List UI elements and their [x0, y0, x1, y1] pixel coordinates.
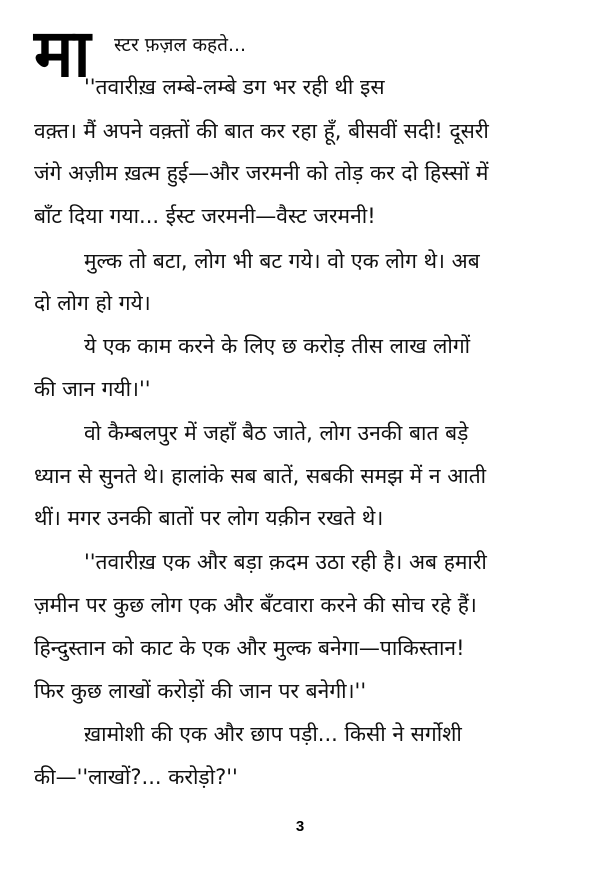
- text-line: हिन्दुस्तान को काट के एक और मुल्क बनेगा—पाकिस्तान!: [34, 636, 465, 660]
- text-line: ध्यान से सुनते थे। हालांके सब बातें, सबकी समझ में न आती: [34, 464, 487, 488]
- drop-cap: मा: [34, 15, 90, 92]
- text-line: थीं। मगर उनकी बातों पर लोग यक़ीन रखते थे।: [34, 506, 384, 530]
- text-line: दो लोग हो गये।: [34, 291, 151, 315]
- page-number: 3: [295, 818, 305, 835]
- text-line: फिर कुछ लाखों करोड़ों की जान पर बनेगी।'': [34, 679, 367, 703]
- text-line: ख़ामोशी की एक और छाप पड़ी... किसी ने सर्गोशी: [84, 722, 462, 746]
- text-line: मुल्क तो बटा, लोग भी बट गये। वो एक लोग थे। अब: [84, 249, 480, 273]
- text-line: बाँट दिया गया... ईस्ट जरमनी—वैस्ट जरमनी!: [34, 204, 376, 228]
- text-line: की जान गयी।'': [34, 377, 151, 401]
- text-line: ये एक काम करने के लिए छ करोड़ तीस लाख लोगों: [84, 334, 471, 358]
- text-line: की—''लाखों?... करोड़ो?'': [34, 765, 238, 789]
- text-line: वो कैम्बलपुर में जहाँ बैठ जाते, लोग उनकी बात बड़े: [84, 421, 469, 445]
- text-line: वक़्त। मैं अपने वक़्तों की बात कर रहा हूँ, बीसवीं सदी! दूसरी: [34, 119, 489, 143]
- text-line: ''तवारीख़ लम्बे-लम्बे डग भर रही थी इस: [84, 75, 385, 99]
- text-line: जंगे अज़ीम ख़त्म हुई—और जरमनी को तोड़ कर दो हिस्सों में: [34, 161, 489, 185]
- text-line: ''तवारीख़ एक और बड़ा क़दम उठा रही है। अब हमारी: [84, 550, 487, 574]
- opening-line: स्टर फ़ज़ल कहते...: [114, 34, 247, 56]
- text-line: ज़मीन पर कुछ लोग एक और बँटवारा करने की सोच रहे हैं।: [34, 593, 477, 617]
